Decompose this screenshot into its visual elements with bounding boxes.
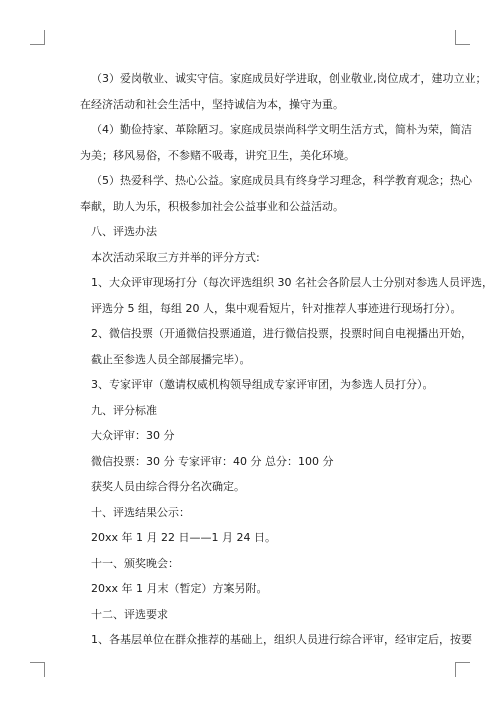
text-line: 十二、评选要求 xyxy=(91,607,168,621)
text-line: 大众评审：30 分 xyxy=(91,429,175,442)
text-line: 评选分 5 组，每组 20 人，集中观看短片，针对推荐人事迹进行现场打分）。 xyxy=(91,301,462,315)
text-line: 八、评选办法 xyxy=(91,225,157,238)
document-body xyxy=(80,66,493,653)
text-line: （3）爱岗敬业、诚实守信。家庭成员好学进取，创业敬业,岗位成才，建功立业； xyxy=(91,72,487,85)
text-line: 20xx 年 1 月末（暂定）方案另附。 xyxy=(91,582,268,595)
text-line: 3、专家评审（邀请权威机构领导组成专家评审团，为参选人员打分）。 xyxy=(91,378,434,391)
crop-mark-bottom-left xyxy=(30,662,45,677)
text-line: 1、各基层单位在群众推荐的基础上，组织人员进行综合评审，经审定后，按要 xyxy=(91,633,472,646)
text-line: 奉献，助人为乐，积极参加社会公益事业和公益活动。 xyxy=(80,199,344,213)
text-line: 1、大众评审现场打分（每次评选组织 30 名社会各阶层人士分别对参选人员评选， xyxy=(91,276,493,289)
text-line: 获奖人员由综合得分名次确定。 xyxy=(91,480,245,493)
text-line: 在经济活动和社会生活中，坚持诚信为本，操守为重。 xyxy=(80,97,344,111)
text-line: 为美；移风易俗，不参赌不吸毒，讲究卫生，美化环境。 xyxy=(80,148,355,162)
text-line: （5）热爱科学、热心公益。家庭成员具有终身学习理念，科学教育观念；热心 xyxy=(91,174,472,187)
text-line: 十、评选结果公示： xyxy=(91,505,190,519)
text-line: 本次活动采取三方并举的评分方式: xyxy=(91,250,260,264)
crop-mark-top-left xyxy=(30,30,45,45)
text-line: 2、微信投票（开通微信投票通道，进行微信投票，投票时间自电视播出开始， xyxy=(91,327,472,340)
text-line: 九、评分标准 xyxy=(91,403,157,417)
text-line: 截止至参选人员全部展播完毕）。 xyxy=(91,352,251,366)
text-line: 20xx 年 1 月 22 日——1 月 24 日。 xyxy=(91,531,276,544)
crop-mark-top-right xyxy=(455,30,470,45)
text-line: 微信投票：30 分 专家评审：40 分 总分：100 分 xyxy=(91,454,334,468)
text-line: 十一、颁奖晚会： xyxy=(91,556,179,570)
text-line: （4）勤俭持家、革除陋习。家庭成员崇尚科学文明生活方式，简朴为荣，简洁 xyxy=(91,123,472,136)
crop-mark-bottom-right xyxy=(455,662,470,677)
